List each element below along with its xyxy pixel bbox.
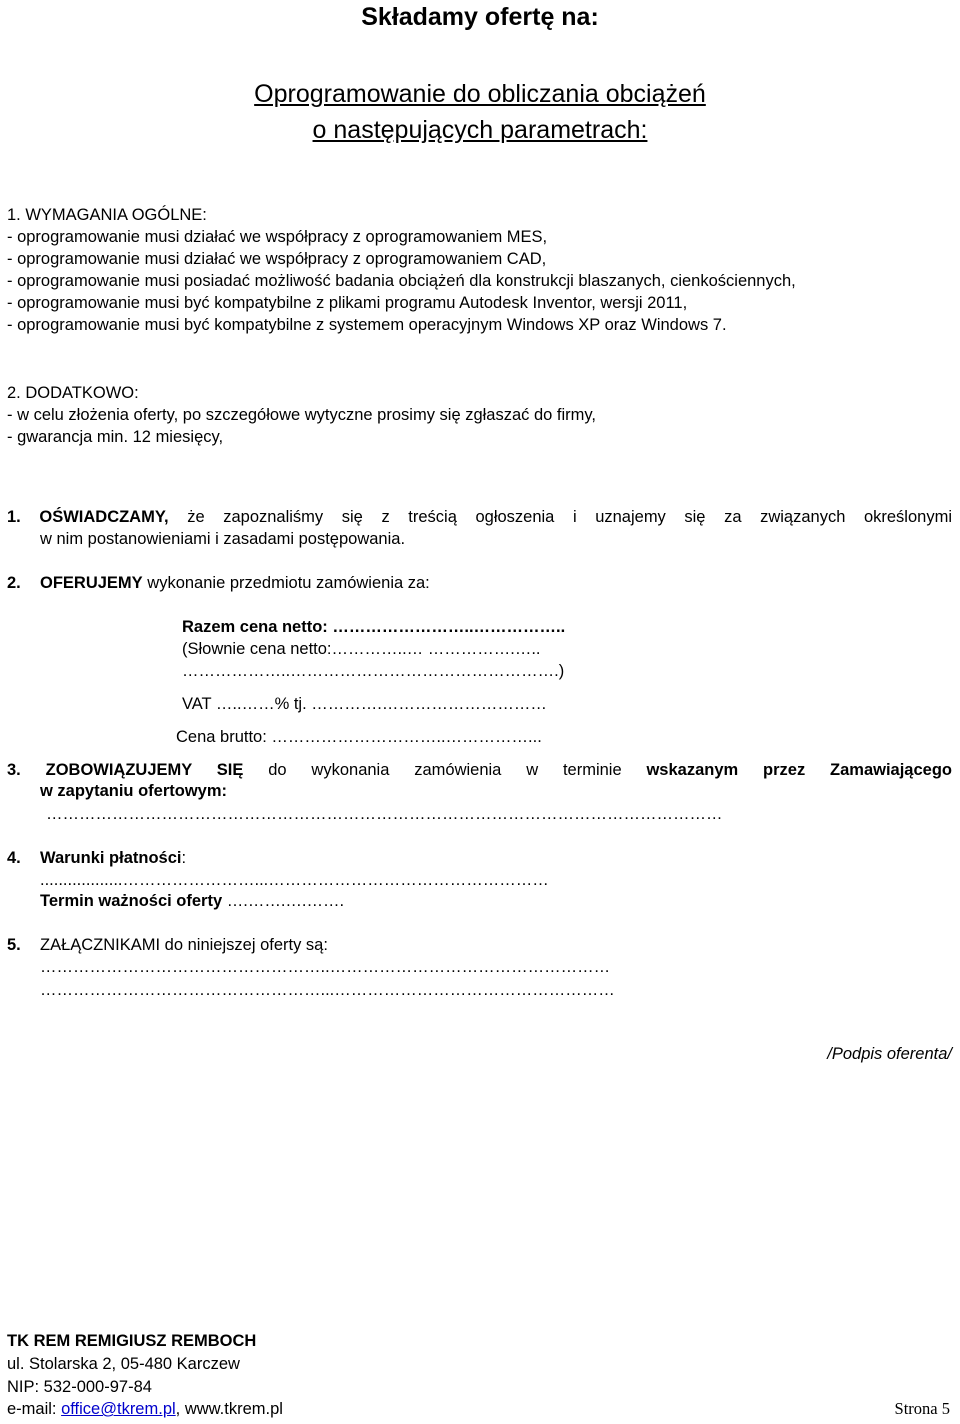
declaration-1-keyword: OŚWIADCZAMY, [39, 508, 169, 526]
declaration-2-number: 2. [7, 574, 21, 592]
offer-validity [40, 891, 344, 911]
declaration-5-number: 5. [7, 936, 21, 954]
footer-address: ul. Stolarska 2, 05-480 Karczew [7, 1355, 240, 1373]
declaration-3-emphasis: wskazanym przez Zamawiającego [646, 761, 952, 779]
declaration-3-continuation: w zapytaniu ofertowym: [40, 782, 228, 800]
general-requirement-item: - oprogramowanie musi być kompatybilne z systemem operacyjnym Windows XP oraz Windows 7. [7, 316, 727, 334]
offer-validity-fill-line: ….…….….……. [222, 892, 345, 910]
footer-separator: , [175, 1400, 185, 1418]
footer-website[interactable]: www.tkrem.pl [184, 1400, 283, 1418]
declaration-3-number: 3. [7, 761, 21, 779]
attachments-fill-line: ……………………………………………...…………………………………………… [40, 981, 615, 999]
footer-email-label: e-mail: [7, 1400, 62, 1418]
declaration-1-continuation: w nim postanowieniami i zasadami postępowania. [40, 530, 406, 548]
net-price-words-continuation: ………………..………………………………………….) [182, 662, 565, 680]
footer-company-name: TK REM REMIGIUSZ REMBOCH [7, 1332, 257, 1350]
document-subtitle: o następujących parametrach: [312, 116, 648, 144]
attachments-label: ZAŁĄCZNIKAMI do niniejszej oferty są: [40, 936, 328, 954]
declaration-1-text: że zapoznaliśmy się z treścią ogłoszenia i uznajemy się za związanych określonymi [187, 508, 952, 526]
signature-label: /Podpis oferenta/ [827, 1045, 952, 1063]
payment-terms-fill-line: ..................……………………...…………………………………………… [40, 871, 549, 889]
footer-nip: NIP: 532-000-97-84 [7, 1378, 152, 1396]
additional-requirements-heading: 2. DODATKOWO: [7, 384, 139, 402]
payment-terms-colon: : [181, 849, 187, 867]
declaration-4-number: 4. [7, 849, 21, 867]
declaration-2-keyword: OFERUJEMY [40, 574, 143, 592]
payment-terms-label: Warunki płatności [40, 849, 182, 867]
declaration-2-text: wykonanie przedmiotu zamówienia za: [147, 574, 430, 592]
declaration-3-text: do wykonania zamówienia w terminie [268, 761, 622, 779]
vat-field: VAT …..……% tj. ………….………………………… [182, 695, 547, 713]
declaration-2 [7, 573, 430, 593]
page-number: Strona 5 [894, 1399, 950, 1418]
footer-contact [7, 1398, 283, 1420]
net-price-words-field: (Słownie cena netto:…………..… …………….….. [182, 640, 541, 658]
declaration-5 [7, 935, 328, 955]
general-requirements-heading: 1. WYMAGANIA OGÓLNE: [7, 206, 207, 224]
additional-requirement-item: - w celu złożenia oferty, po szczegółowe wytyczne prosimy się zgłaszać do firmy, [7, 406, 597, 424]
declaration-4 [7, 848, 186, 868]
footer-email-link[interactable]: office@tkrem.pl [61, 1400, 176, 1418]
offer-validity-label: Termin ważności oferty [40, 892, 223, 910]
general-requirement-item: - oprogramowanie musi być kompatybilne z plikami programu Autodesk Inventor, wersji 2011, [7, 294, 688, 312]
declaration-3-keyword: ZOBOWIĄZUJEMY SIĘ [45, 761, 244, 779]
gross-price-field: Cena brutto: …………………………..……………... [176, 728, 542, 746]
attachments-fill-line: ……………………………………………..…………………………………………… [40, 958, 611, 976]
page-heading: Składamy ofertę na: [361, 3, 599, 31]
declaration-3-fill-line: …………………………………………………………………………………………………………… [46, 805, 723, 823]
general-requirement-item: - oprogramowanie musi działać we współpracy z oprogramowaniem MES, [7, 228, 548, 246]
general-requirement-item: - oprogramowanie musi działać we współpracy z oprogramowaniem CAD, [7, 250, 547, 268]
declaration-1-number: 1. [7, 508, 21, 526]
declaration-3 [7, 760, 952, 780]
general-requirement-item: - oprogramowanie musi posiadać możliwość badania obciążeń dla konstrukcji blaszanych, cienkościennych, [7, 272, 796, 290]
additional-requirement-item: - gwarancja min. 12 miesięcy, [7, 428, 224, 446]
document-title: Oprogramowanie do obliczania obciążeń [254, 80, 706, 108]
net-price-field: Razem cena netto: ……………………..…………….. [182, 618, 566, 636]
declaration-1 [7, 507, 952, 527]
